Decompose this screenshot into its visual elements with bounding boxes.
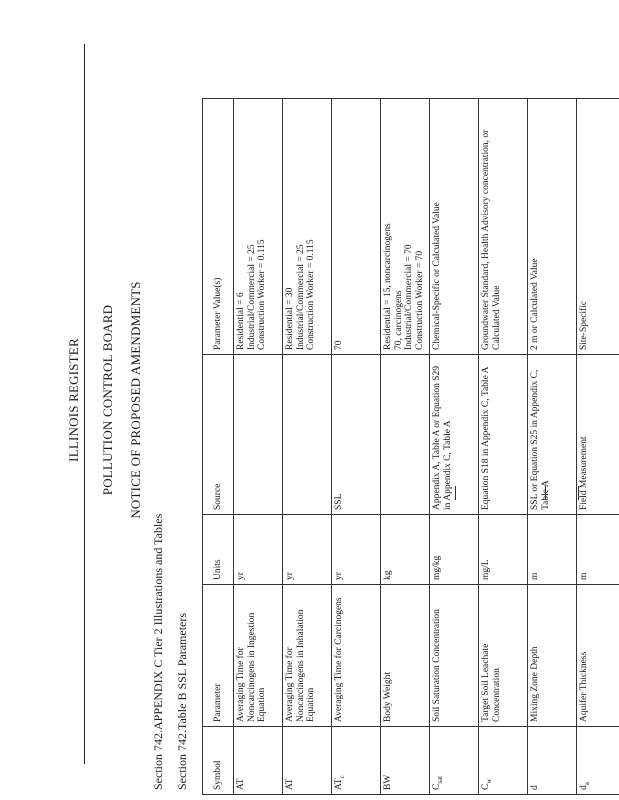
symbol-text: BW: [383, 774, 393, 790]
value-cell: Residential = 15, noncarcinogens 70, carcinogens Industrial/Commercial = 70 Construction Worker = 70: [381, 99, 430, 355]
column-header-units: Units: [203, 515, 234, 585]
source-cell: [283, 355, 332, 515]
source-cell: SSL: [332, 355, 381, 515]
symbol-text: d: [579, 785, 589, 790]
scan-mark: [578, 486, 579, 500]
symbol-subscript: w: [484, 778, 493, 784]
symbol-subscript: sat: [435, 775, 444, 784]
symbol-text: AT: [334, 778, 344, 790]
symbol-text: C: [432, 783, 442, 790]
source-cell: Equation S18 in Appendix C, Table A: [479, 355, 528, 515]
header-rule: [84, 44, 85, 764]
source-cell: SSL or Equation S25 in Appendix C, Table A: [528, 355, 577, 515]
table-row: [479, 99, 528, 795]
parameter-cell: Mixing Zone Depth: [528, 585, 577, 727]
symbol-cell: [528, 727, 577, 795]
value-cell: Residential = 30 Industrial/Commercial = 25 Construction Worker = 0.115: [283, 99, 332, 355]
source-cell: Appendix A, Table A or Equation S29 in Appendix C, Table A: [430, 355, 479, 515]
symbol-text: C: [481, 783, 491, 790]
value-cell: Groundwater Standard, Health Advisory concentration, or Calculated Value: [479, 99, 528, 355]
units-cell: yr: [283, 515, 332, 585]
table-row: [577, 99, 619, 795]
board-title: POLLUTION CONTROL BOARD: [100, 304, 115, 496]
parameter-cell: Averaging Time for Noncarcinogens in Inhalation Equation: [283, 585, 332, 727]
value-cell: Site-Specific: [577, 99, 619, 355]
source-cell: [234, 355, 283, 515]
column-header-source: Source: [203, 355, 234, 515]
table-row: [528, 99, 577, 795]
units-cell: yr: [332, 515, 381, 585]
symbol-cell: [577, 727, 619, 795]
units-cell: yr: [234, 515, 283, 585]
notice-title: NOTICE OF PROPOSED AMENDMENTS: [128, 281, 143, 519]
symbol-cell: [332, 727, 381, 795]
table-row: [430, 99, 479, 795]
symbol-cell: [381, 727, 430, 795]
table-row: [381, 99, 430, 795]
appendix-title: Section 742.APPENDIX C Tier 2 Illustrations and Tables: [151, 513, 165, 790]
column-header-symbol: Symbol: [203, 727, 234, 795]
parameter-cell: Target Soil Leachate Concentration: [479, 585, 528, 727]
source-cell: Field Measurement: [577, 355, 619, 515]
value-cell: Residential = 6 Industrial/Commercial = 25 Construction Worker = 0.115: [234, 99, 283, 355]
units-cell: mg/kg: [430, 515, 479, 585]
table-header-row: [203, 99, 234, 795]
parameter-cell: Body Weight: [381, 585, 430, 727]
table-row: [332, 99, 381, 795]
table-title: Section 742.Table B SSL Parameters: [175, 612, 189, 790]
symbol-text: d: [530, 785, 540, 790]
units-cell: m: [528, 515, 577, 585]
parameter-cell: Aquifer Thickness: [577, 585, 619, 727]
scan-mark: [455, 486, 456, 500]
column-header-value: Parameter Value(s): [203, 99, 234, 355]
table-row: [234, 99, 283, 795]
symbol-text: AT: [236, 778, 246, 790]
symbol-cell: [283, 727, 332, 795]
units-cell: mg/L: [479, 515, 528, 585]
scan-mark: [545, 486, 546, 500]
symbol-subscript: a: [582, 782, 591, 786]
value-cell: 2 m or Calculated Value: [528, 99, 577, 355]
symbol-cell: [479, 727, 528, 795]
ssl-parameters-table: [202, 98, 619, 795]
table-row: [283, 99, 332, 795]
symbol-cell: [234, 727, 283, 795]
source-cell: [381, 355, 430, 515]
symbol-text: AT: [285, 778, 295, 790]
value-cell: 70: [332, 99, 381, 355]
units-cell: m: [577, 515, 619, 585]
column-header-parameter: Parameter: [203, 585, 234, 727]
symbol-cell: [430, 727, 479, 795]
value-cell: Chemical-Specific or Calculated Value: [430, 99, 479, 355]
symbol-subscript: c: [337, 775, 346, 779]
units-cell: kg: [381, 515, 430, 585]
register-title: ILLINOIS REGISTER: [66, 338, 81, 462]
parameter-cell: Averaging Time for Carcinogens: [332, 585, 381, 727]
parameter-cell: Averaging Time for Noncarcinogens in Ingestion Equation: [234, 585, 283, 727]
parameter-cell: Soil Saturation Concentration: [430, 585, 479, 727]
